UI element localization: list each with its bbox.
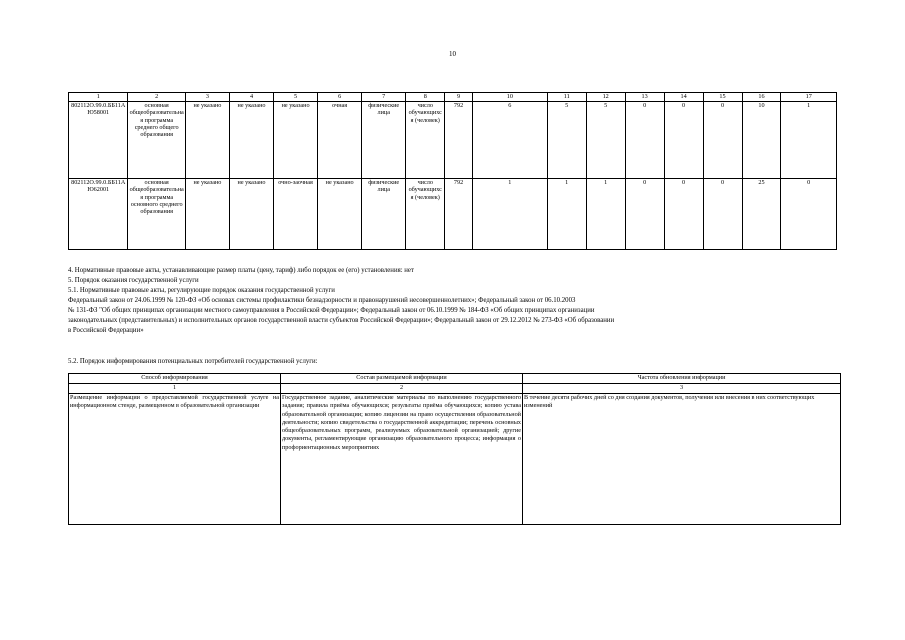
table-cell: Размещение информации о предоставляемой государственной услуге на информационном стенде, размещенном в образовательной организации [69,394,281,525]
column-number: 1 [69,384,281,394]
section-5-1-line: законодательных (представительных) и исполнительных органов государственной власти субъектов Российской Федерации»; Федеральный закон от 29.12.2012 № 273-ФЗ «Об образовании [68,317,615,324]
table-row [69,102,837,179]
column-number-row [69,384,841,394]
table-cell: не указано [229,179,273,250]
table-cell: не указано [318,179,362,250]
table-cell: основная общеобразовательная программа среднего общего образования [128,102,185,179]
table-cell: Государственное задание, аналитические материалы по выполнению государственного задания; правила приёма обучающихся; результаты приёма обучающихся; копию устава образовательной организации; копию лицензии на право осуществления образовательной деятельности; копию свидетельства о государственной аккредитации; перечень основных общеобразовательных программ, реализуемых образовательной организацией; другие документы, регламентирующие организацию образовательного процесса; информация о профориентационных мероприятиях [281,394,523,525]
table-cell: 792 [445,179,473,250]
table-row [69,394,841,525]
column-number: 2 [281,384,523,394]
table-cell: 1 [547,179,586,250]
table-cell: 5 [547,102,586,179]
table-cell: 0 [664,179,703,250]
table-cell: число обучающихся (человек) [406,102,445,179]
information-table [68,373,841,525]
table-cell: очная [318,102,362,179]
column-number: 7 [362,93,406,102]
table-cell: 0 [781,179,837,250]
table-cell: 5 [586,102,625,179]
column-number: 6 [318,93,362,102]
section-5-2-heading: 5.2. Порядок информирования потенциальных потребителей государственной услуги: [68,358,318,365]
table-cell: число обучающихся (человек) [406,179,445,250]
section-5-1-line: Федеральный закон от 24.06.1999 № 120-ФЗ «Об основах системы профилактики безнадзорности и правонарушений несовершеннолетних»; Федеральный закон от 06.10.2003 [68,297,576,304]
table-cell: В течение десяти рабочих дней со дня создания документов, получения или внесения в них соответствующих изменений [523,394,841,525]
column-number: 11 [547,93,586,102]
column-header: Состав размещаемой информации [281,374,523,384]
table-cell: 802112О.99.0.ББ11АЮ62001 [69,179,128,250]
column-number: 1 [69,93,128,102]
section-5-1-heading: 5.1. Нормативные правовые акты, регулирующие порядок оказания государственной услуги [68,287,335,294]
table-cell: 0 [625,102,664,179]
column-number: 2 [128,93,185,102]
table-cell: не указано [185,179,229,250]
table-cell: 1 [586,179,625,250]
service-volume-table [68,92,837,250]
table-cell: не указано [274,102,318,179]
table-header-row [69,93,837,102]
column-number: 15 [703,93,742,102]
table-cell: 6 [472,102,547,179]
table-cell: 10 [742,102,781,179]
column-header: Частота обновления информации [523,374,841,384]
section-5-1-line: № 131-ФЗ "Об общих принципах организации местного самоуправления в Российской Федерации»; Федеральный закон от 06.10.1999 № 184-ФЗ «Об общих принципах организации [68,307,595,314]
section-5-1-line: в Российской Федерации» [68,327,144,334]
table-cell: 25 [742,179,781,250]
table-cell: 0 [625,179,664,250]
table-cell: 1 [472,179,547,250]
table-cell: 0 [703,179,742,250]
column-number: 17 [781,93,837,102]
column-number: 9 [445,93,473,102]
section-4-text: 4. Нормативные правовые акты, устанавливающие размер платы (цену, тариф) либо порядок ее (его) установления: нет [68,267,414,274]
column-number: 3 [523,384,841,394]
column-number: 5 [274,93,318,102]
table-cell: не указано [185,102,229,179]
column-number: 12 [586,93,625,102]
table-header-row [69,374,841,384]
table-cell: основная общеобразовательная программа основного среднего образования [128,179,185,250]
column-number: 14 [664,93,703,102]
table-cell: не указано [229,102,273,179]
table-cell: 0 [664,102,703,179]
section-5-heading: 5. Порядок оказания государственной услуги [68,277,199,284]
column-number: 13 [625,93,664,102]
column-number: 8 [406,93,445,102]
column-number: 4 [229,93,273,102]
table-row [69,179,837,250]
column-number: 10 [472,93,547,102]
table-cell: 802112О.99.0.ББ11АЮ58001 [69,102,128,179]
table-cell: 0 [703,102,742,179]
column-number: 3 [185,93,229,102]
table-cell: 792 [445,102,473,179]
table-cell: физические лица [362,102,406,179]
table-cell: очно-заочная [274,179,318,250]
column-header: Способ информирования [69,374,281,384]
page-number: 10 [449,50,456,58]
column-number: 16 [742,93,781,102]
table-cell: физические лица [362,179,406,250]
table-cell: 1 [781,102,837,179]
